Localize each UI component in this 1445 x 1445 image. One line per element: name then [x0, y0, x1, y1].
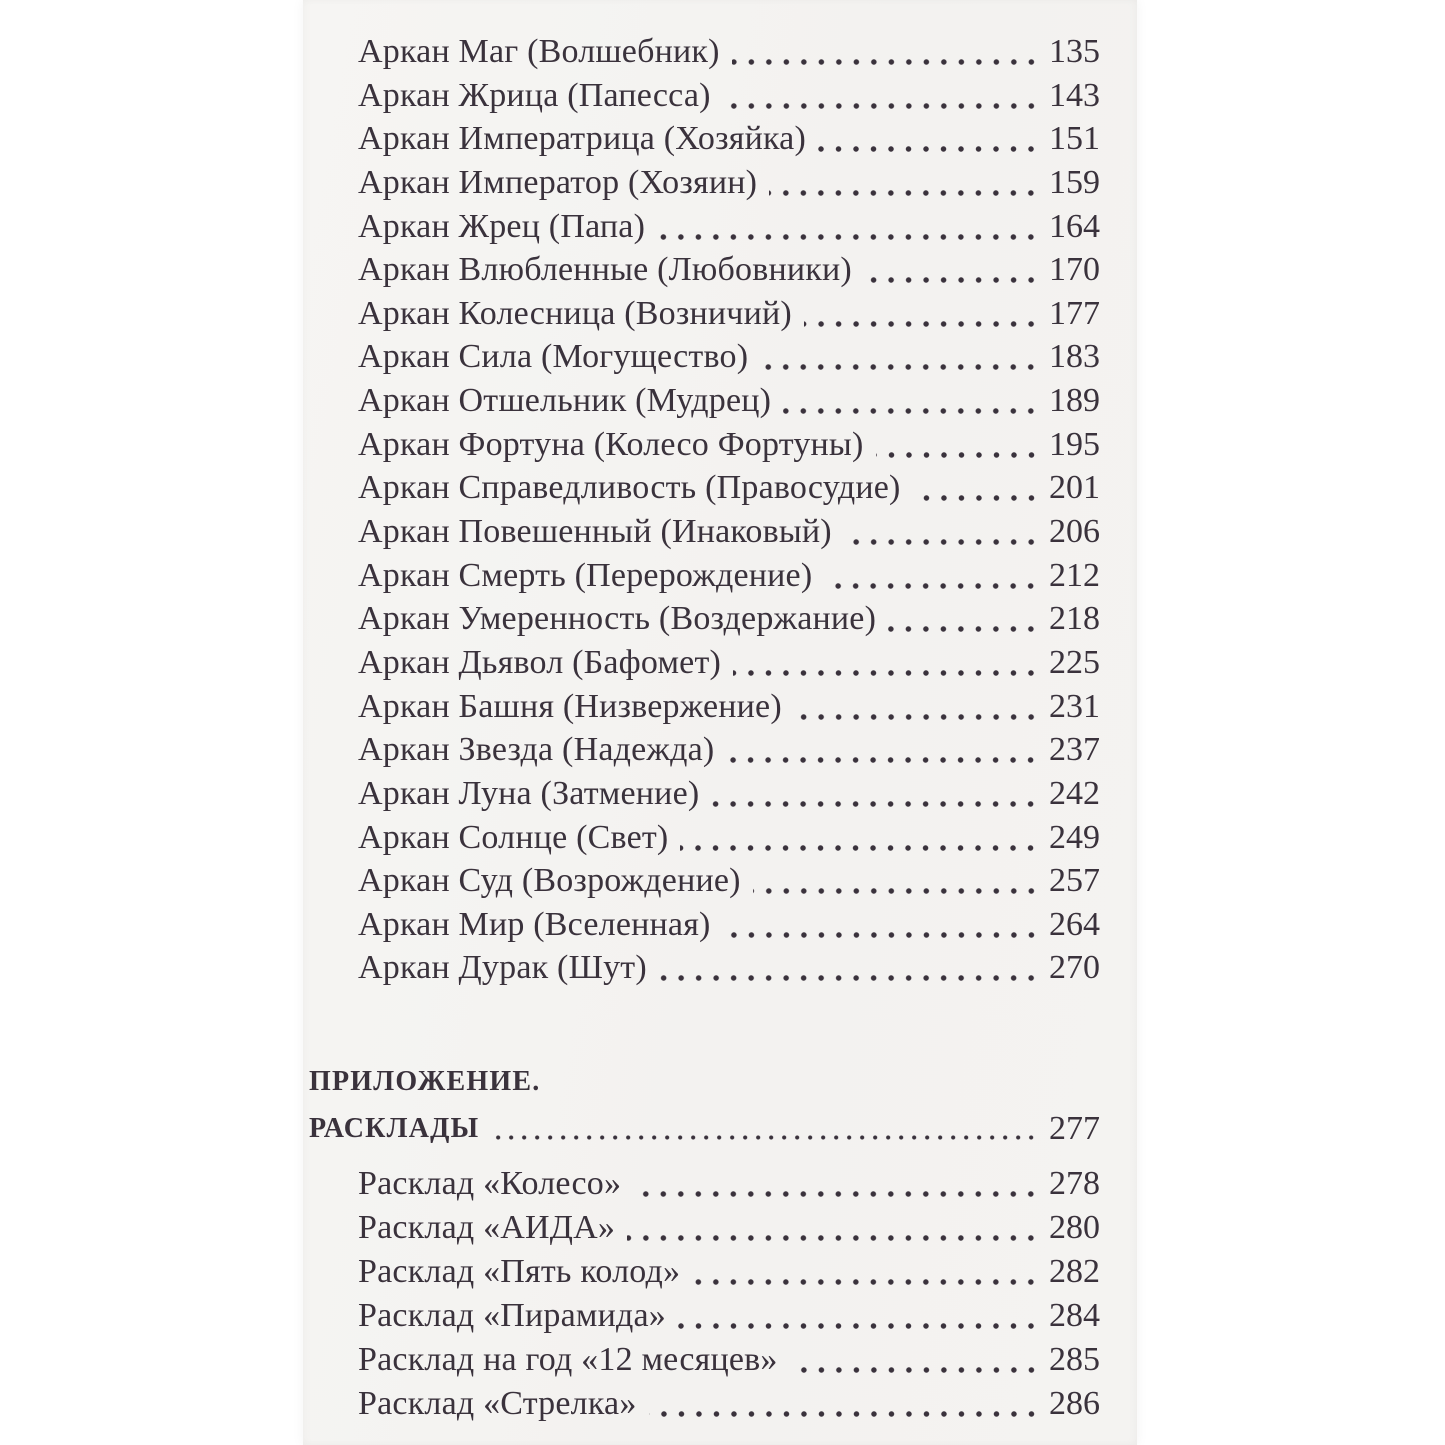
dot-leader — [844, 510, 1040, 554]
toc-entry-title: Аркан Солнце (Свет) — [358, 818, 669, 856]
dot-leader — [753, 859, 1040, 903]
dot-leader — [723, 74, 1040, 118]
toc-entry-page-number: 135 — [1049, 33, 1100, 70]
appendix-section — [309, 1058, 1100, 1152]
toc-entry — [358, 685, 1100, 729]
dot-leader — [723, 903, 1040, 947]
dot-leader — [649, 1382, 1040, 1426]
dot-leader — [657, 205, 1040, 249]
toc-arcana-list — [358, 30, 1100, 990]
appendix-heading-line1: ПРИЛОЖЕНИЕ. — [309, 1066, 541, 1097]
toc-entry-title: Аркан Жрица (Папесса) — [358, 76, 711, 114]
dot-leader — [726, 728, 1040, 772]
toc-entry-title: Аркан Фортуна (Колесо Фортуны) — [358, 425, 864, 463]
toc-entry — [358, 554, 1100, 598]
toc-entry — [358, 30, 1100, 74]
toc-entry-page-number: 151 — [1049, 120, 1100, 158]
toc-entry-title: Аркан Луна (Затмение) — [358, 774, 700, 812]
toc-entry-page-number: 280 — [1049, 1209, 1100, 1246]
dot-leader — [680, 816, 1040, 860]
dot-leader — [913, 466, 1040, 510]
dot-leader — [659, 946, 1040, 990]
toc-entry-title: Аркан Императрица (Хозяйка) — [358, 120, 806, 158]
toc-entry-page-number: 218 — [1049, 600, 1100, 638]
toc-entry-page-number: 143 — [1049, 76, 1100, 114]
dot-leader — [790, 1338, 1040, 1382]
toc-entry-title: Расклад «Колесо» — [358, 1165, 622, 1202]
dot-leader — [627, 1206, 1040, 1250]
toc-entry-page-number: 195 — [1049, 425, 1100, 463]
toc-entry — [358, 903, 1100, 947]
toc-entry — [358, 74, 1100, 118]
toc-spreads-list — [358, 1162, 1100, 1426]
toc-entry — [358, 641, 1100, 685]
toc-entry-page-number: 285 — [1049, 1341, 1100, 1378]
toc-entry — [358, 1250, 1100, 1294]
dot-leader — [888, 597, 1040, 641]
toc-entry-page-number: 177 — [1049, 294, 1100, 332]
toc-entry — [358, 335, 1100, 379]
toc-entry-page-number: 249 — [1049, 818, 1100, 856]
toc-entry — [358, 772, 1100, 816]
toc-entry-page-number: 201 — [1049, 469, 1100, 507]
toc-entry — [358, 728, 1100, 772]
appendix-heading-row — [309, 1105, 1100, 1152]
dot-leader — [783, 379, 1040, 423]
dot-leader — [692, 1250, 1040, 1294]
toc-entry — [358, 161, 1100, 205]
dot-leader — [760, 335, 1040, 379]
toc-entry-page-number: 212 — [1049, 556, 1100, 594]
toc-entry — [358, 1338, 1100, 1382]
toc-entry-title: Аркан Маг (Волшебник) — [358, 33, 720, 70]
dot-leader — [864, 248, 1040, 292]
toc-entry-page-number: 286 — [1049, 1385, 1100, 1422]
toc-entry — [358, 1206, 1100, 1250]
toc-entry — [358, 510, 1100, 554]
toc-entry-title: Аркан Жрец (Папа) — [358, 207, 646, 245]
toc-entry-title: Расклад на год «12 месяцев» — [358, 1341, 778, 1378]
toc-entry-title: Расклад «Пирамида» — [358, 1297, 667, 1334]
appendix-page-number: 277 — [1049, 1110, 1100, 1147]
toc-entry-title: Аркан Справедливость (Правосудие) — [358, 469, 901, 507]
toc-entry-title: Расклад «Стрелка» — [358, 1385, 637, 1422]
dot-leader — [824, 554, 1040, 598]
toc-entry-page-number: 284 — [1049, 1297, 1100, 1334]
toc-entry-title: Аркан Башня (Низвержение) — [358, 687, 782, 725]
dot-leader — [818, 117, 1040, 161]
toc-entry-title: Аркан Мир (Вселенная) — [358, 905, 711, 943]
toc-entry-title: Аркан Повешенный (Инаковый) — [358, 513, 832, 551]
toc-entry-page-number: 183 — [1049, 338, 1100, 376]
dot-leader — [794, 685, 1040, 729]
appendix-heading-line2: РАСКЛАДЫ — [309, 1113, 480, 1144]
toc-entry-page-number: 206 — [1049, 513, 1100, 551]
toc-entry-page-number: 159 — [1049, 163, 1100, 201]
dot-leader — [711, 772, 1040, 816]
toc-entry — [358, 117, 1100, 161]
toc-entry-title: Расклад «АИДА» — [358, 1209, 616, 1246]
dot-leader — [732, 30, 1040, 74]
toc-entry — [358, 1294, 1100, 1338]
toc-entry-page-number: 164 — [1049, 207, 1100, 245]
toc-entry — [358, 1162, 1100, 1206]
toc-entry — [358, 859, 1100, 903]
dot-leader — [733, 641, 1040, 685]
dot-leader — [493, 1105, 1038, 1152]
toc-entry-page-number: 278 — [1049, 1165, 1100, 1202]
toc-entry-title: Аркан Император (Хозяин) — [358, 163, 758, 201]
toc-entry-title: Аркан Влюбленные (Любовники) — [358, 251, 852, 289]
toc-entry-title: Аркан Суд (Возрождение) — [358, 862, 741, 900]
toc-entry — [358, 597, 1100, 641]
dot-leader — [876, 423, 1041, 467]
toc-entry — [358, 379, 1100, 423]
toc-entry — [358, 816, 1100, 860]
toc-entry-title: Расклад «Пять колод» — [358, 1253, 681, 1290]
toc-entry-page-number: 189 — [1049, 382, 1100, 420]
toc-entry-title: Аркан Умеренность (Воздержание) — [358, 600, 877, 638]
toc-entry-title: Аркан Дьявол (Бафомет) — [358, 643, 722, 681]
toc-entry-page-number: 257 — [1049, 862, 1100, 900]
toc-entry-page-number: 282 — [1049, 1253, 1100, 1290]
toc-entry-page-number: 237 — [1049, 731, 1100, 769]
toc-entry — [358, 466, 1100, 510]
toc-entry — [358, 292, 1100, 336]
toc-entry-page-number: 270 — [1049, 949, 1100, 987]
toc-entry-title: Аркан Звезда (Надежда) — [358, 731, 715, 769]
dot-leader — [678, 1294, 1040, 1338]
toc-entry-page-number: 231 — [1049, 687, 1100, 725]
book-page — [303, 0, 1137, 1445]
toc-entry — [358, 205, 1100, 249]
toc-entry-title: Аркан Дурак (Шут) — [358, 949, 647, 987]
toc-entry-page-number: 242 — [1049, 774, 1100, 812]
toc-entry-page-number: 225 — [1049, 643, 1100, 681]
toc-entry-page-number: 170 — [1049, 251, 1100, 289]
toc-entry-title: Аркан Смерть (Перерождение) — [358, 556, 813, 594]
toc-entry-page-number: 264 — [1049, 905, 1100, 943]
dot-leader — [769, 161, 1040, 205]
toc-entry — [358, 1382, 1100, 1426]
toc-entry — [358, 248, 1100, 292]
toc-entry-title: Аркан Колесница (Возничий) — [358, 294, 792, 332]
toc-entry — [358, 423, 1100, 467]
toc-entry-title: Аркан Отшельник (Мудрец) — [358, 382, 772, 420]
toc-entry — [358, 946, 1100, 990]
toc-entry-title: Аркан Сила (Могущество) — [358, 338, 749, 376]
dot-leader — [804, 292, 1040, 336]
dot-leader — [633, 1162, 1040, 1206]
